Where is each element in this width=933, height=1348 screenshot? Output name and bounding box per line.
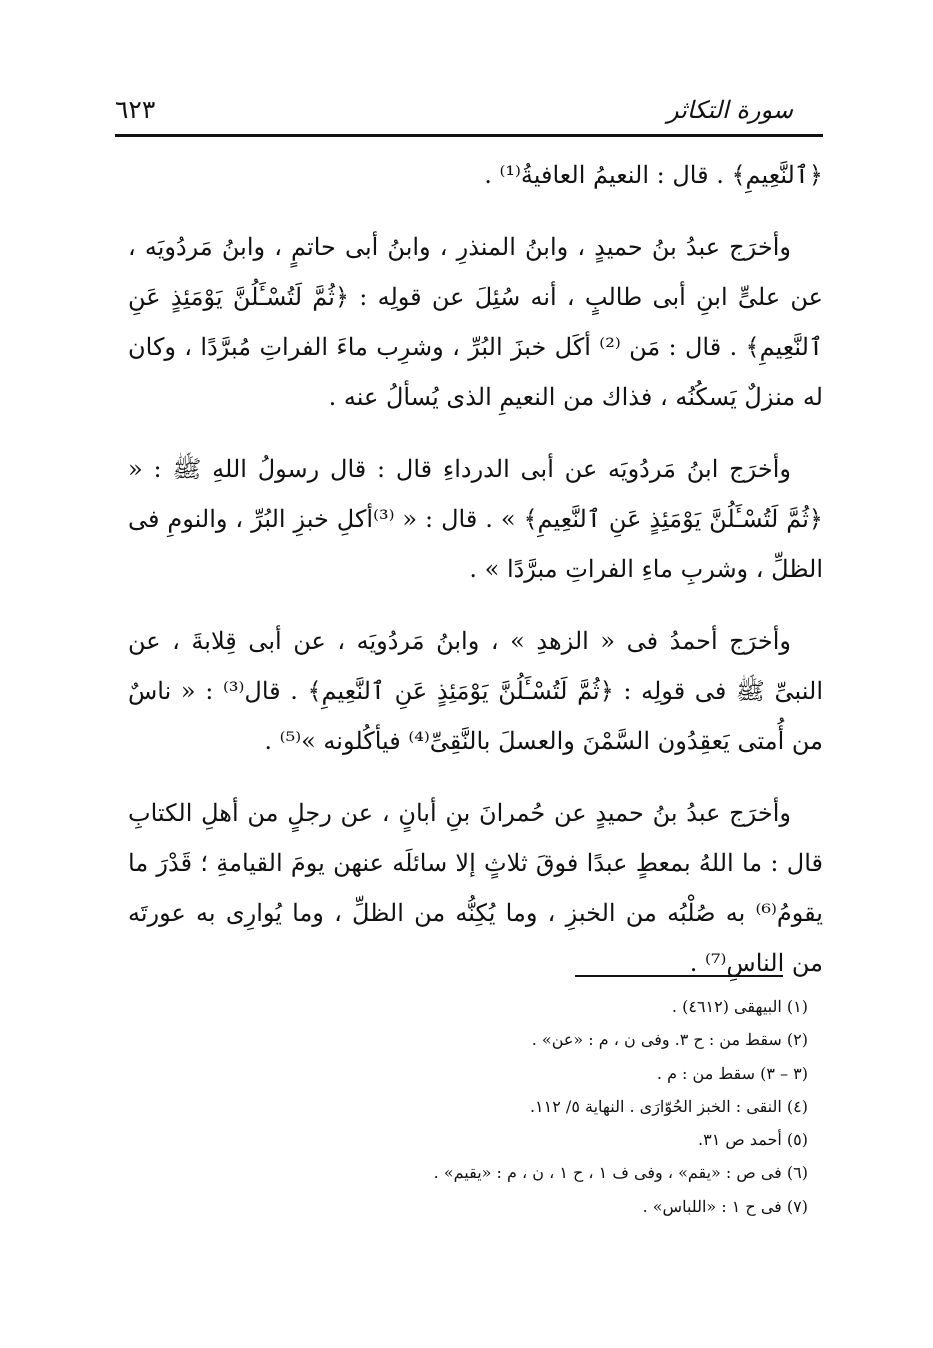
footnote-7: (٧) فى ح ١ : «اللباس» . bbox=[642, 1196, 808, 1216]
footnote-3: (٣ – ٣) سقط من : م . bbox=[656, 1063, 808, 1083]
footnote-5: (٥) أحمد ص ٣١. bbox=[698, 1130, 808, 1150]
footnote-4: (٤) النقى : الخبز الحُوّارَى . النهاية ٥/ ١١٢. bbox=[529, 1096, 808, 1116]
paragraph-2: وأخرَج عبدُ بنُ حميدٍ ، وابنُ المنذرِ ، وابنُ أبى حاتمٍ ، وابنُ مَردُويَه ، عن علىٍّ ابنِ أبى طالبٍ ، أنه سُئِلَ عن قولِه : ﴿ثُمَّ لَتُسْـَٔلُنَّ يَوْمَئِذٍ عَنِ ٱلنَّعِيمِ﴾ . قال : مَن ⁽²⁾ أكَل خبزَ البُرِّ ، وشرِب ماءَ الفراتِ مُبرَّدًا ، وكان له منزلٌ يَسكُنُه ، فذاك من النعيمِ الذى يُسألُ عنه . bbox=[128, 233, 824, 411]
surah-title: سورة التكاثر bbox=[666, 96, 793, 124]
footnote-rule bbox=[575, 975, 783, 977]
footnote-2: (٢) سقط من : ح ٣. وفى ن ، م : «عن» . bbox=[531, 1030, 808, 1050]
header-rule bbox=[115, 134, 823, 137]
main-text bbox=[128, 150, 823, 1010]
page-header bbox=[115, 84, 793, 124]
footnotes bbox=[300, 990, 808, 1223]
footnote-1: (١) البيهقى (٤٦١٢) . bbox=[671, 997, 808, 1016]
paragraph-4: وأخرَج أحمدُ فى « الزهدِ » ، وابنُ مَردُويَه ، عن أبى قِلابةَ ، عن النبىِّ ﷺ فى قولِه : ﴿ثُمَّ لَتُسْـَٔلُنَّ يَوْمَئِذٍ عَنِ ٱلنَّعِيمِ﴾ . قال⁽³⁾ : « ناسٌ من أُمتى يَعقِدُون السَّمْنَ والعسلَ بالنَّقِىِّ⁽⁴⁾ فيأكُلونه »⁽⁵⁾ . bbox=[128, 627, 824, 755]
paragraph-5: وأخرَج عبدُ بنُ حميدٍ عن حُمرانَ بنِ أبانٍ ، عن رجلٍ من أهلِ الكتابِ قال : ما اللهُ بمعطٍ عبدًا فوقَ ثلاثٍ إلا سائلَه عنهن يومَ القيامةِ ؛ قَدْرَ ما يقومُ⁽⁶⁾ به صُلْبُه من الخبزِ ، وما يُكِنُّه من الظلِّ ، وما يُوارِى به عورتَه من الناسِ⁽⁷⁾ . bbox=[128, 799, 823, 977]
footnote-6: (٦) فى ص : «يقم» ، وفى ف ١ ، ح ١ ، ن ، م : «يقيم» . bbox=[433, 1163, 808, 1183]
page-number: ٦٢٣ bbox=[115, 95, 156, 124]
paragraph-1: ﴿ٱلنَّعِيمِ﴾ . قال : النعيمُ العافيةُ⁽¹⁾ . bbox=[484, 161, 823, 189]
paragraph-3: وأخرَج ابنُ مَردُويَه عن أبى الدرداءِ قال : قال رسولُ اللهِ ﷺ : « ﴿ثُمَّ لَتُسْـَٔلُنَّ يَوْمَئِذٍ عَنِ ٱلنَّعِيمِ﴾ » . قال : « ⁽³⁾أكلِ خبزِ البُرِّ ، والنومِ فى الظلِّ ، وشربِ ماءِ الفراتِ مبرَّدًا » . bbox=[128, 455, 823, 583]
